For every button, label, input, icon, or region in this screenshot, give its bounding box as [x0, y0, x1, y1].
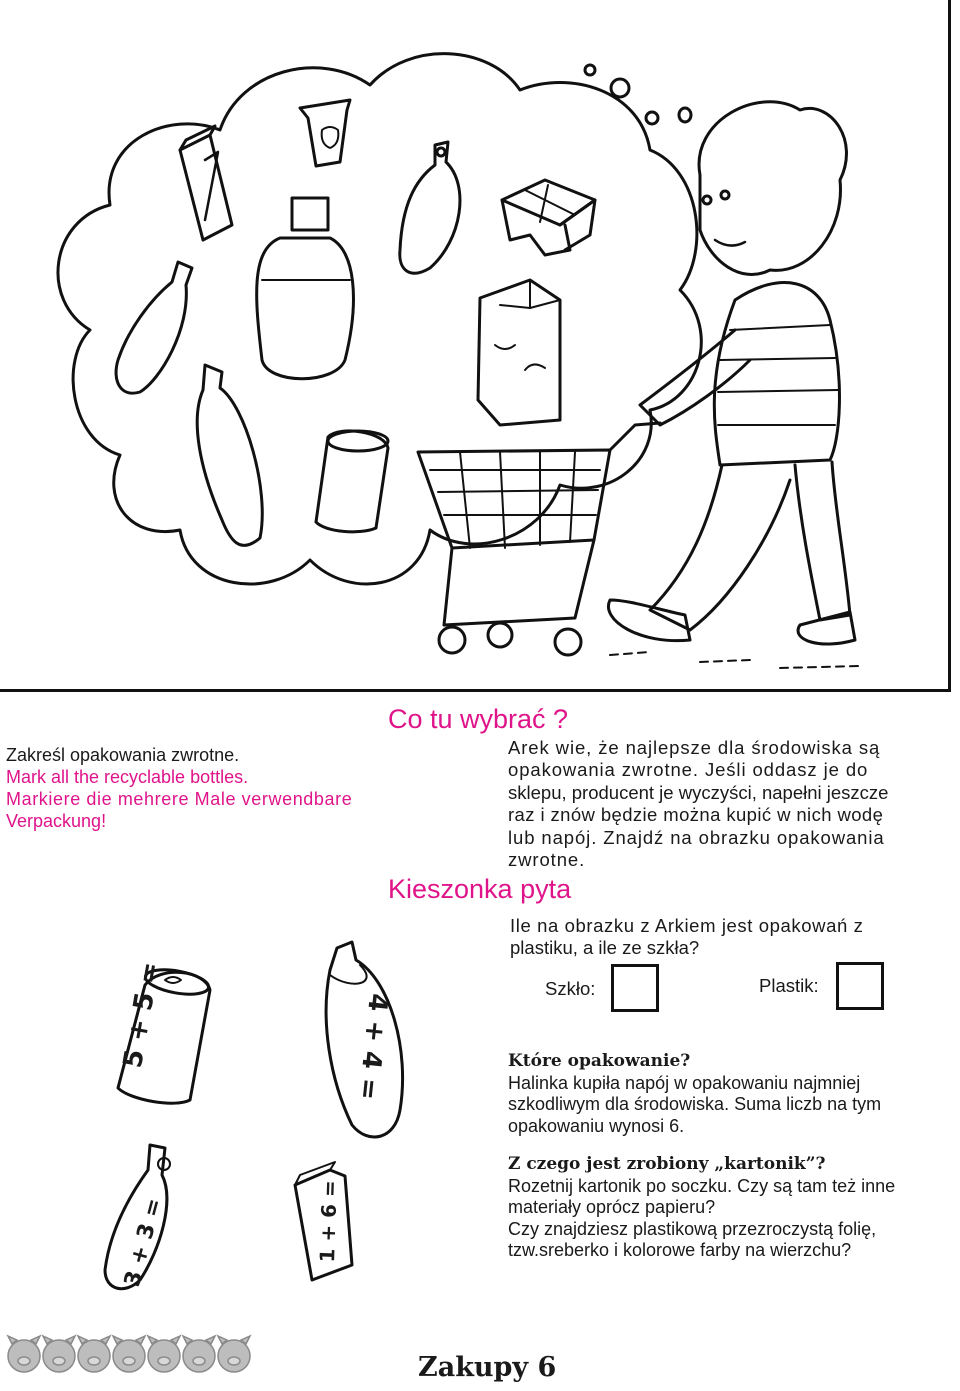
paragraph-line: opakowania zwrotne. Jeśli oddasz je do	[508, 759, 869, 781]
glass-label: Szkło:	[545, 978, 596, 999]
pig-icon	[113, 1336, 145, 1372]
plastic-answer-box[interactable]	[836, 962, 884, 1010]
instruction-german-line2: Verpackung!	[6, 811, 107, 831]
section-ktore-opakowanie	[508, 1050, 958, 1137]
paragraph-line: lub napój. Znajdź na obrazku opakowania	[508, 826, 885, 848]
paragraph-line: sklepu, producent je wyczyści, napełni jeszcze	[508, 781, 889, 803]
instruction-english: Mark all the recyclable bottles.	[6, 767, 249, 787]
heading-co-tu-wybrac: Co tu wybrać ?	[388, 704, 569, 734]
page-title-zakupy: Zakupy 6	[418, 1352, 557, 1383]
thought-bubble-mid	[585, 65, 595, 75]
paragraph-line: szkodliwym dla środowiska. Suma liczb na tym	[508, 1094, 882, 1114]
paragraph-line: zwrotne.	[508, 849, 586, 871]
paragraph-line: Ile na obrazku z Arkiem jest opakowań z	[510, 915, 864, 936]
thought-bubble-tiny	[646, 112, 658, 124]
motion-lines	[610, 652, 860, 668]
thought-bubble-top	[679, 108, 691, 122]
pig-icon	[78, 1336, 110, 1372]
pig-icon	[183, 1336, 215, 1372]
equation-can: 5 + 5 =	[118, 959, 167, 1071]
equation-glass-bottle: 3 + 3 =	[120, 1195, 168, 1290]
instruction-polish: Zakreśl opakowania zwrotne.	[6, 745, 240, 765]
plastic-label: Plastik:	[759, 975, 819, 996]
pig-icon	[8, 1336, 40, 1372]
paragraph-line: opakowaniu wynosi 6.	[508, 1115, 685, 1136]
instruction-german-line1: Markiere die mehrere Male verwendbare	[6, 789, 353, 809]
paragraph-co-tu-wybrac	[508, 737, 954, 871]
paragraph-line: Halinka kupiła napój w opakowaniu najmniej	[508, 1072, 861, 1093]
heading-kartonik: Z czego jest zrobiony „kartonik”?	[508, 1154, 826, 1174]
section-kartonik	[508, 1153, 958, 1262]
glass-answer-box[interactable]	[611, 964, 659, 1012]
paragraph-line: tzw.sreberko i kolorowe farby na wierzchu?	[508, 1240, 852, 1260]
pig-icon	[218, 1336, 250, 1372]
paragraph-kieszonka	[510, 915, 960, 959]
paragraph-line: plastiku, a ile ze szkła?	[510, 937, 700, 958]
pig-icon	[43, 1336, 75, 1372]
heading-kieszonka-pyta: Kieszonka pyta	[388, 874, 572, 904]
thought-bubble-small	[611, 79, 629, 97]
paragraph-line: materiały oprócz papieru?	[508, 1197, 716, 1217]
paragraph-line: Arek wie, że najlepsze dla środowiska są	[508, 737, 881, 758]
pig-icons-row	[0, 1332, 260, 1382]
heading-ktore-opakowanie: Które opakowanie?	[508, 1051, 691, 1071]
boy-figure-icon	[608, 102, 855, 644]
paragraph-line: raz i znów będzie można kupić w nich wodę	[508, 804, 884, 826]
yogurt-multipack-icon	[502, 180, 595, 255]
paragraph-line: Rozetnij kartonik po soczku. Czy są tam też inne	[508, 1175, 896, 1196]
equation-plastic-bottle: 4 + 4 =	[351, 991, 393, 1102]
pig-icon	[148, 1336, 180, 1372]
paragraph-line: Czy znajdziesz plastikową przezroczystą folię,	[508, 1218, 877, 1239]
equation-carton: 1 + 6 =	[315, 1179, 342, 1263]
